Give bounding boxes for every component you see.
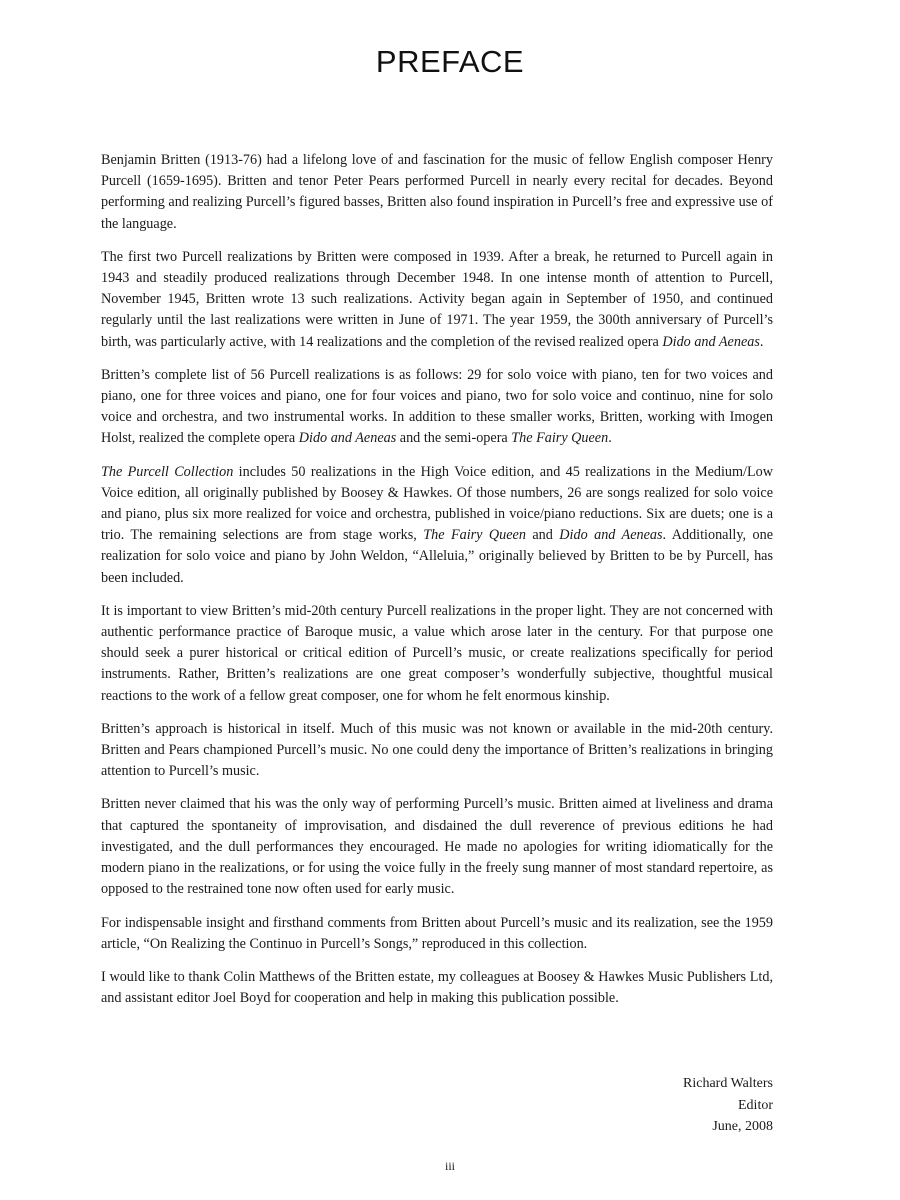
paragraph [101,601,773,707]
italic-title: Dido and Aeneas [298,430,397,447]
text-run: includes 50 realizations in the High Voice edition, and 45 realizations in the Medium/Low Voice edition, all originally published by Boosey & Hawkes. Of those numbers, 26 are songs realized for solo voice and piano, plus six more realized for voice and orchestra, published in voice/piano reductions. Six are duets; one is a trio. The remaining selections are from stage works, [101,463,774,544]
italic-title: Dido and Aeneas [559,527,663,544]
paragraph [101,365,773,450]
italic-title: Dido and Aeneas [662,333,760,350]
paragraph [101,719,773,783]
page-title: PREFACE [375,44,525,79]
text-run: and the semi-opera [396,430,512,447]
paragraph [101,150,773,235]
paragraph [101,967,773,1009]
text-run: I would like to thank Colin Matthews of the Britten estate, my colleagues at Boosey & Hawkes Music Publishers Ltd, and assistant editor Joel Boyd for cooperation and help in making this publication possible. [101,968,773,1007]
text-run: Benjamin Britten (1913-76) had a lifelong love of and fascination for the music of fellow English composer Henry Purcell (1659-1695). Britten and tenor Peter Pears performed Purcell in nearly every recital for decades. Beyond performing and realizing Purcell’s figured basses, Britten also found inspiration in Purcell’s free and expressive use of the language. [101,152,773,232]
text-run: and [525,527,560,544]
paragraph [101,913,773,955]
paragraph [101,462,773,589]
signature-name: Richard Walters [683,1076,773,1091]
text-run: Britten’s complete list of 56 Purcell realizations is as follows: 29 for solo voice with piano, ten for two voices and piano, one for three voices and piano, one for four voices and piano, two for solo voice and continuo, nine for solo voice and orchestra, and two instrumental works. In addition to these smaller works, Britten, working with Imogen Holst, realized the complete opera [101,366,773,447]
italic-title: The Purcell Collection [101,463,234,480]
text-run: . Additionally, one realization for solo voice and piano by John Weldon, “Alleluia,” originally believed by Britten to be by Purcell, has been included. [101,527,773,586]
text-run: . [608,430,612,447]
text-run: Britten never claimed that his was the only way of performing Purcell’s music. Britten aimed at liveliness and drama that captured the spontaneity of improvisation, and disdained the dull reverence of previous editions he had investigated, and the dull performances they encouraged. He made no apologies for writing idiomatically for the modern piano in the realizations, or for using the voice fully in the freely sung manner of most standard repertoire, as opposed to the restrained tone now often used for early music. [101,796,773,898]
text-run: . [759,333,764,350]
signature-date: June, 2008 [712,1119,773,1134]
page-number: iii [444,1159,455,1173]
italic-title: The Fairy Queen [423,527,526,544]
text-run: For indispensable insight and firsthand comments from Britten about Purcell’s music and its realization, see the 1959 article, “On Realizing the Continuo in Purcell’s Songs,” reproduced in this collection. [101,914,773,952]
preface-body [101,150,773,1021]
text-run: The first two Purcell realizations by Britten were composed in 1939. After a break, he returned to Purcell again in 1943 and steadily produced realizations through December 1948. In one intense month of attention to Purcell, November 1945, Britten wrote 13 such realizations. Activity began again in September of 1950, and continued regularly until the last realizations were written in June of 1971. The year 1959, the 300th anniversary of Purcell’s birth, was particularly active, with 14 realizations and the completion of the revised realized opera [101,248,773,350]
text-run: It is important to view Britten’s mid-20th century Purcell realizations in the proper light. They are not concerned with authentic performance practice of Baroque music, a value which arose later in the century. For that purpose one should seek a purer historical or critical edition of Purcell’s music, or create realizations specifically for period instruments. Rather, Britten’s realizations are one great composer’s wonderfully subjective, thoughtful musical reactions to the work of a fellow great composer, one for whom he felt enormous kinship. [101,602,773,704]
text-run: Britten’s approach is historical in itself. Much of this music was not known or available in the mid-20th century. Britten and Pears championed Purcell’s music. No one could deny the importance of Britten’s realizations in bringing attention to Purcell’s music. [101,720,773,780]
paragraph [101,247,773,353]
signature-block [683,1073,773,1138]
signature-role: Editor [738,1097,773,1113]
italic-title: The Fairy Queen [511,430,609,447]
paragraph [101,794,773,900]
